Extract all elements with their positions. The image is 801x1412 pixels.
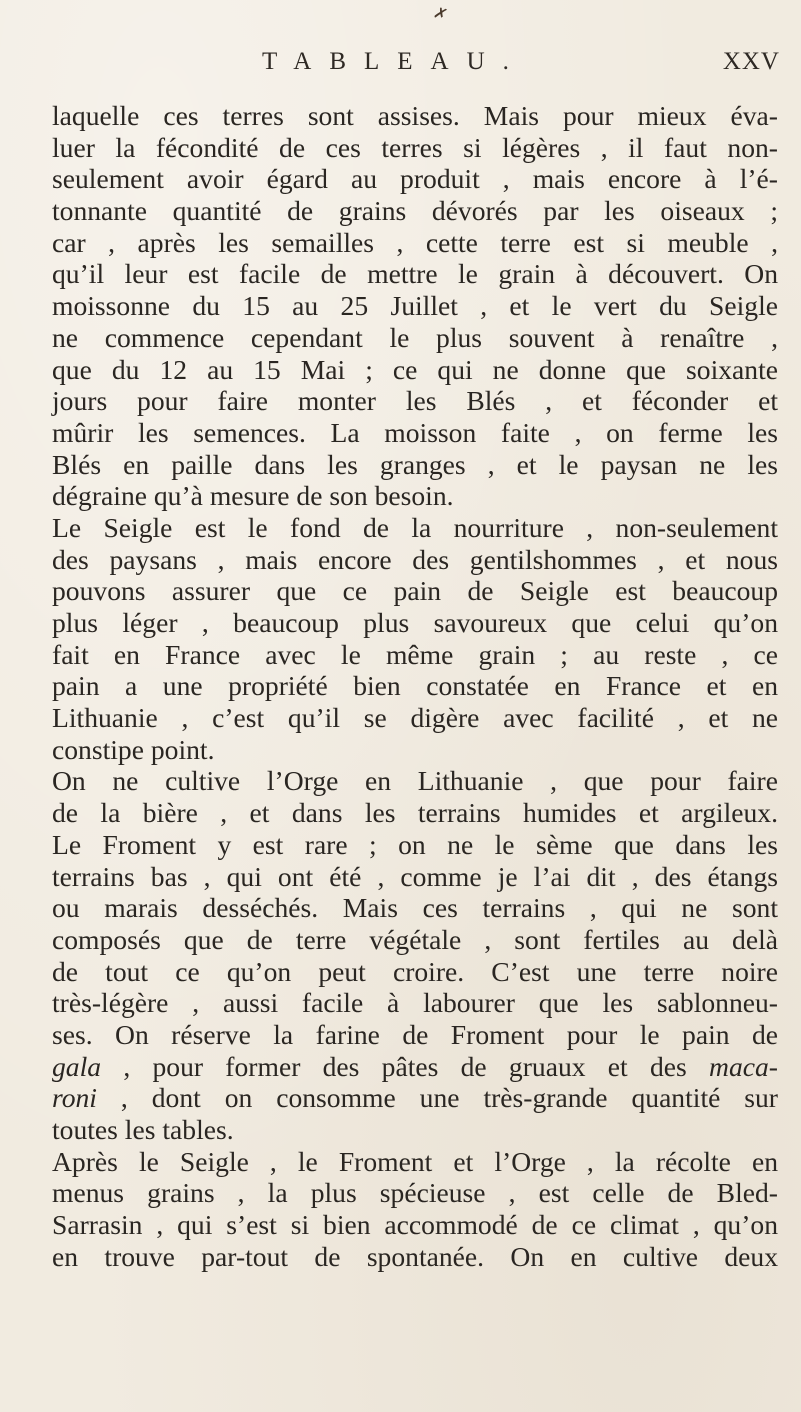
text-fragment: , dont on consomme une très-grande quantité sur xyxy=(96,1082,778,1114)
ink-mark: ✗ xyxy=(431,2,451,25)
italic-word: maca- xyxy=(709,1050,778,1082)
text-line: ou marais desséchés. Mais ces terrains , qui ne sont xyxy=(52,892,778,924)
text-line: qu’il leur est facile de mettre le grain à découvert. On xyxy=(52,258,778,290)
text-line: de tout ce qu’on peut croire. C’est une terre noire xyxy=(52,955,778,987)
text-line xyxy=(52,1082,778,1114)
text-line: menus grains , la plus spécieuse , est celle de Bled- xyxy=(52,1177,778,1209)
text-line: pain a une propriété bien constatée en France et en xyxy=(52,670,778,702)
italic-word: gala xyxy=(52,1050,102,1082)
page-number: XXV xyxy=(722,48,780,75)
text-line: ses. On réserve la farine de Froment pour le pain de xyxy=(52,1018,778,1050)
text-line: très-légère , aussi facile à labourer que les sablonneu- xyxy=(52,987,778,1019)
text-line: car , après les semailles , cette terre est si meuble , xyxy=(52,226,778,258)
italic-word: roni xyxy=(52,1082,97,1114)
text-line: plus léger , beaucoup plus savoureux que celui qu’on xyxy=(52,607,778,638)
text-line: laquelle ces terres sont assises. Mais pour mieux éva- xyxy=(52,100,778,131)
text-line: moissonne du 15 au 25 Juillet , et le vert du Seigle xyxy=(52,290,778,322)
text-line: mûrir les semences. La moisson faite , on ferme les xyxy=(52,416,778,448)
text-line: Blés en paille dans les granges , et le paysan ne les xyxy=(52,448,778,480)
body-text xyxy=(52,100,778,1272)
text-line: toutes les tables. xyxy=(52,1114,234,1145)
text-line: On ne cultive l’Orge en Lithuanie , que pour faire xyxy=(52,765,778,797)
text-line: jours pour faire monter les Blés , et féconder et xyxy=(52,385,778,417)
text-line: ne commence cependant le plus souvent à renaître , xyxy=(52,321,778,353)
text-line: terrains bas , qui ont été , comme je l’ai dit , des étangs xyxy=(52,860,778,892)
text-line: Lithuanie , c’est qu’il se digère avec facilité , et ne xyxy=(52,702,778,734)
text-line: pouvons assurer que ce pain de Seigle est beaucoup xyxy=(52,575,778,607)
text-line: des paysans , mais encore des gentilshommes , et nous xyxy=(52,543,778,575)
text-line: en trouve par-tout de spontanée. On en cultive deux xyxy=(52,1240,778,1272)
text-line xyxy=(52,1051,778,1083)
text-line: composés que de terre végétale , sont fertiles au delà xyxy=(52,923,778,955)
text-line: que du 12 au 15 Mai ; ce qui ne donne que soixante xyxy=(52,353,778,385)
text-line: tonnante quantité de grains dévorés par les oiseaux ; xyxy=(52,195,778,227)
running-header xyxy=(50,48,780,88)
text-line: Le Seigle est le fond de la nourriture , non-seulement xyxy=(52,511,778,543)
text-line: seulement avoir égard au produit , mais encore à l’é- xyxy=(52,163,778,195)
text-line: fait en France avec le même grain ; au reste , ce xyxy=(52,638,778,670)
text-line: de la bière , et dans les terrains humides et argileux. xyxy=(52,797,778,829)
text-line: Le Froment y est rare ; on ne le sème que dans les xyxy=(52,828,778,860)
text-line: Sarrasin , qui s’est si bien accommodé de ce climat , qu’on xyxy=(52,1209,778,1241)
text-fragment: , pour former des pâtes de gruaux et des xyxy=(101,1050,710,1082)
text-line: luer la fécondité de ces terres si légères , il faut non- xyxy=(52,131,778,163)
text-line: dégraine qu’à mesure de son besoin. xyxy=(52,480,454,512)
text-line: Après le Seigle , le Froment et l’Orge , la récolte en xyxy=(52,1145,778,1177)
text-line: constipe point. xyxy=(52,733,215,765)
running-title: TABLEAU. xyxy=(262,48,527,75)
